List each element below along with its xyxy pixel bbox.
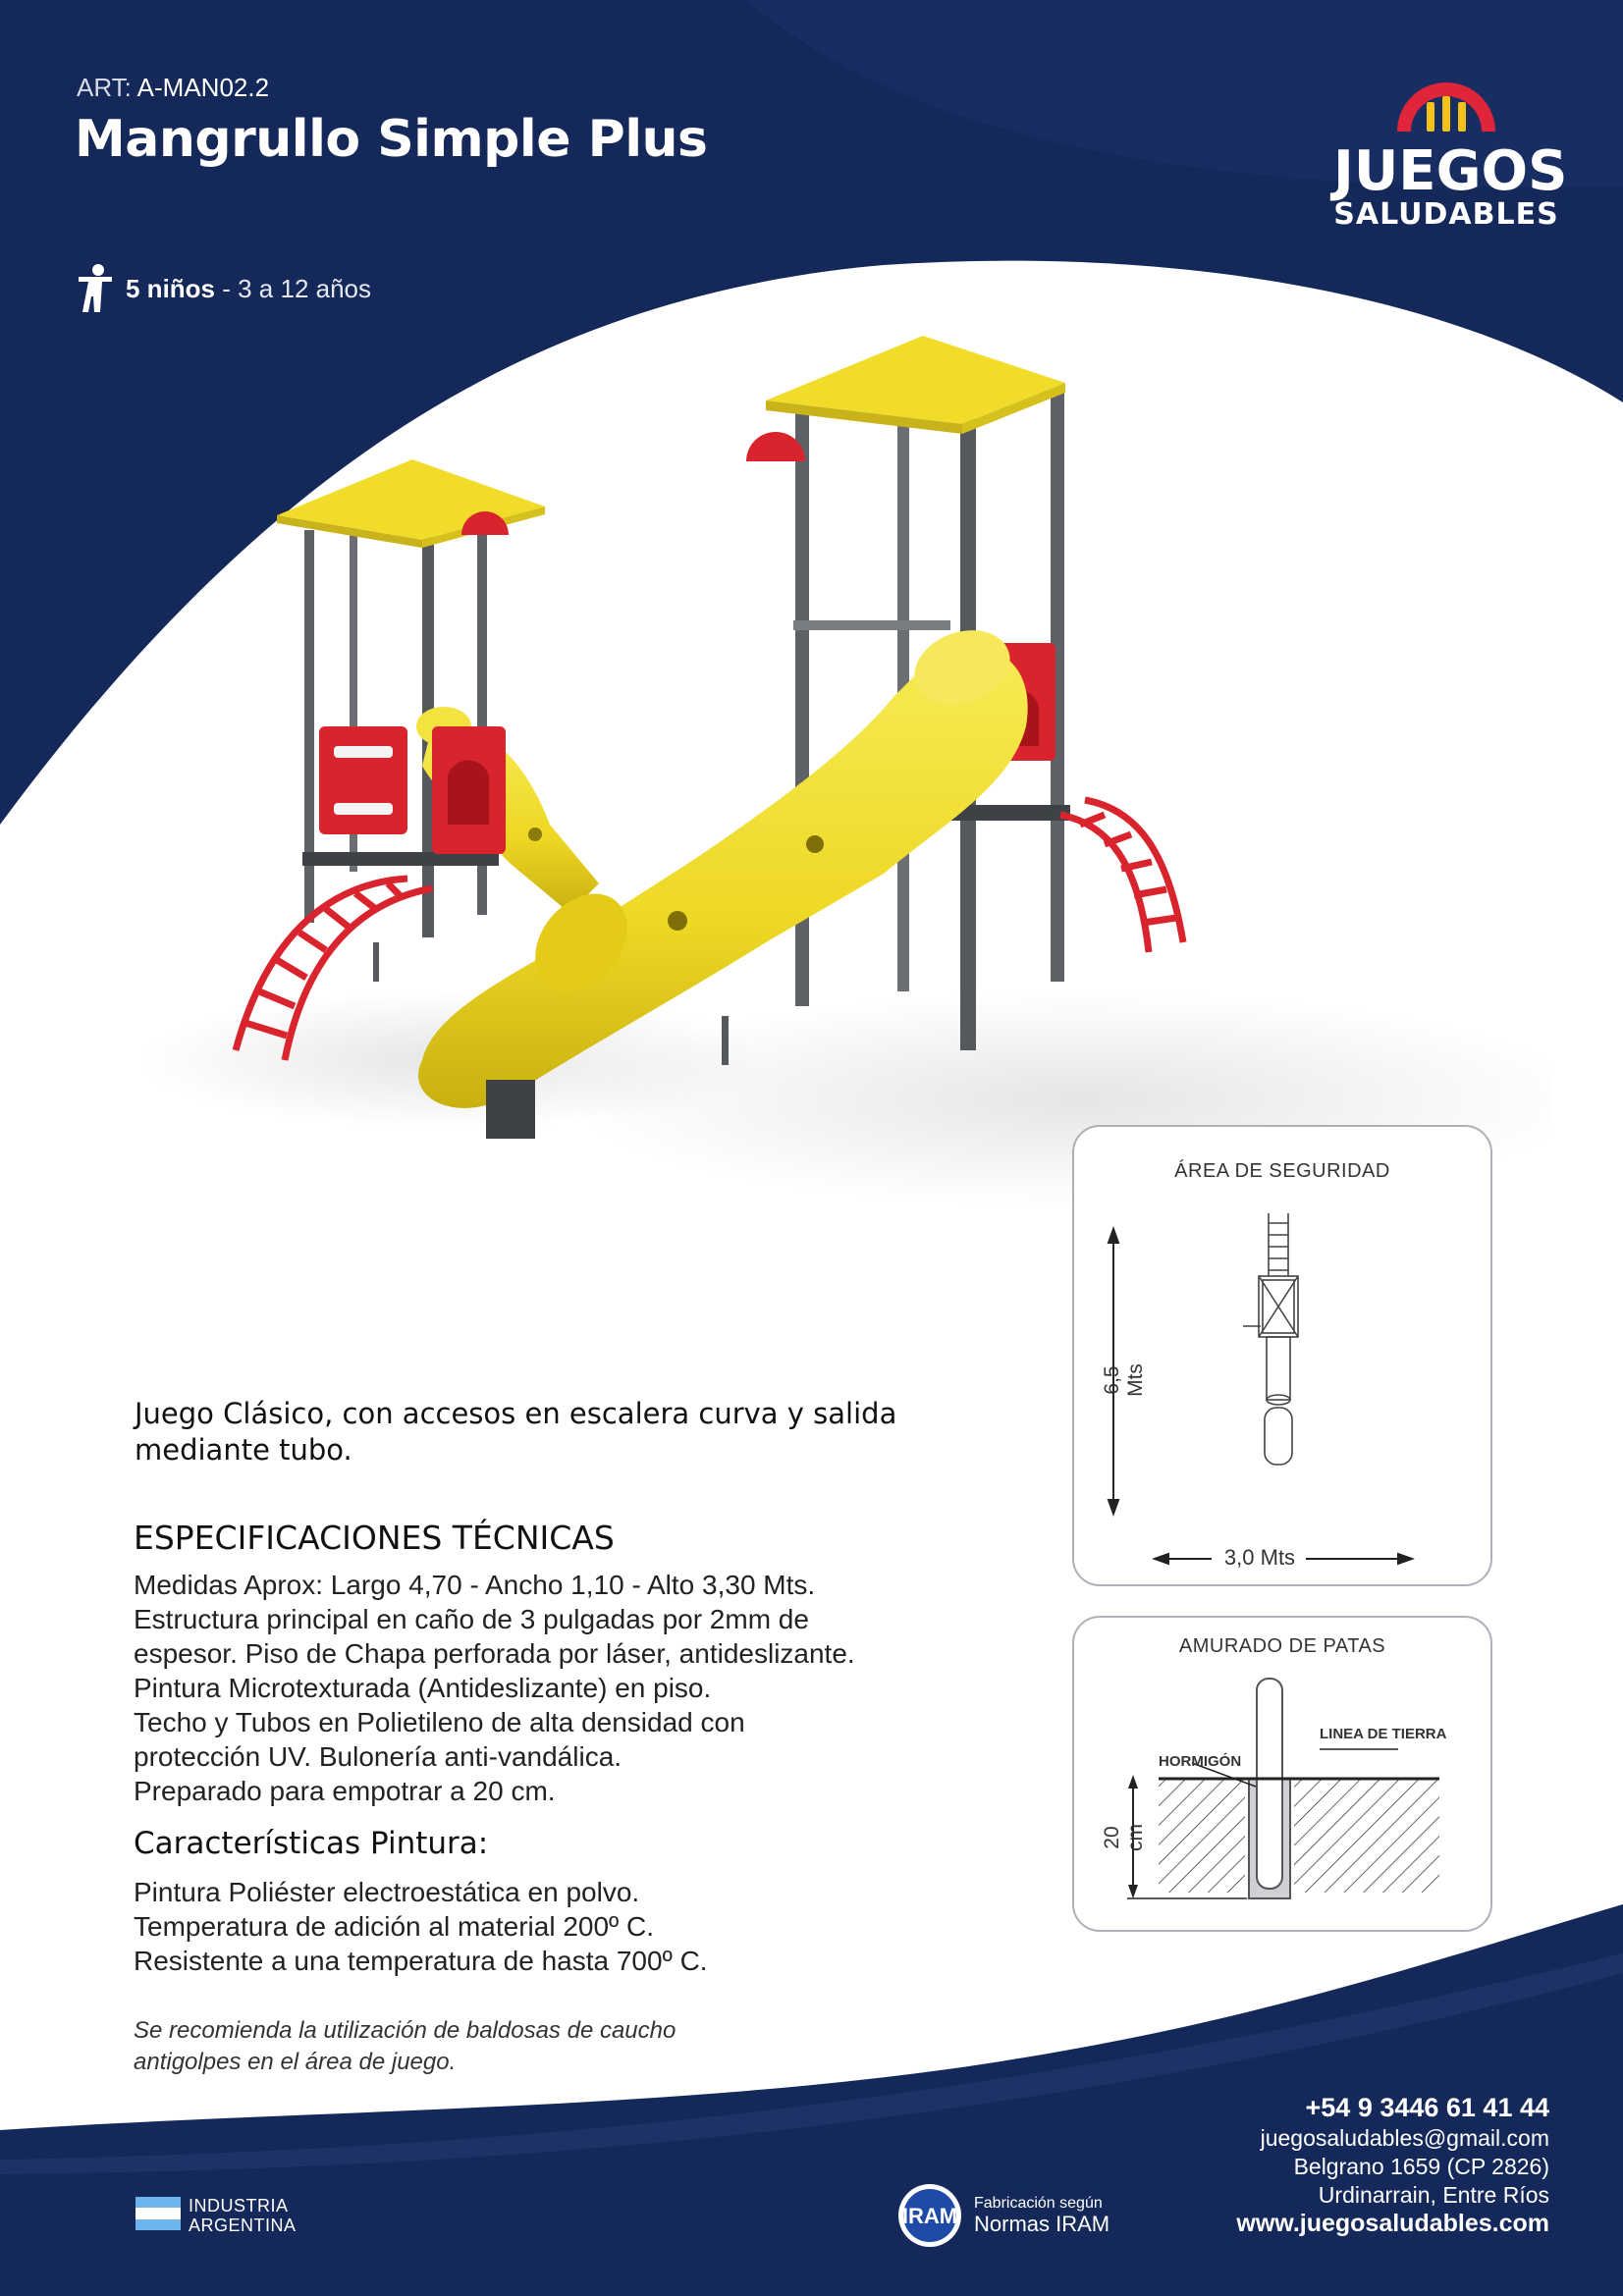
specs-title: ESPECIFICACIONES TÉCNICAS — [134, 1519, 615, 1557]
made-in-line-2: ARGENTINA — [189, 2216, 297, 2235]
specs-list — [134, 1568, 855, 1808]
kids-count: 5 niños — [126, 273, 216, 303]
iram-logo-text: IRAM — [901, 2204, 958, 2228]
product-description — [135, 1396, 949, 1468]
article-code — [77, 73, 269, 103]
note-line: antigolpes en el área de juego. — [134, 2049, 457, 2075]
anchoring-title: AMURADO DE PATAS — [1178, 1635, 1386, 1657]
city: Urdinarrain, Entre Ríos — [1318, 2182, 1549, 2208]
contact-info — [1236, 2091, 1549, 2238]
spec-line: Preparado para empotrar a 20 cm. — [134, 1776, 556, 1806]
address: Belgrano 1659 (CP 2826) — [1293, 2154, 1549, 2179]
iram-text-2: Normas IRAM — [974, 2212, 1110, 2236]
description-line: Juego Clásico, con accesos en escalera curva y salida — [135, 1397, 897, 1430]
safety-area-diagram — [1074, 1127, 1490, 1584]
made-in-line-1: INDUSTRIA — [189, 2196, 289, 2216]
capacity-info — [77, 263, 371, 314]
logo-line-1: JUEGOS — [1333, 139, 1568, 203]
description-line: mediante tubo. — [135, 1433, 352, 1467]
child-icon — [77, 263, 114, 314]
safety-width-label: 3,0 Mts — [1223, 1545, 1296, 1570]
depth-label: 20 cm — [1101, 1824, 1147, 1851]
paint-line: Resistente a una temperatura de hasta 700º C. — [134, 1946, 708, 1976]
spec-line: Techo y Tubos en Polietileno de alta densidad con — [134, 1707, 745, 1737]
note-line: Se recomienda la utilización de baldosas de caucho — [134, 2017, 676, 2044]
spec-line: Pintura Microtexturada (Antideslizante) en piso. — [134, 1673, 712, 1703]
product-title: Mangrullo Simple Plus — [75, 110, 708, 169]
big-ladder — [1060, 800, 1183, 952]
logo-line-2: SALUDABLES — [1333, 197, 1559, 232]
safety-length-label: 6,5 Mts — [1101, 1363, 1147, 1397]
article-label: ART: — [77, 73, 132, 102]
iram-text-1: Fabricación según — [974, 2195, 1103, 2212]
spec-line: espesor. Piso de Chapa perforada por láser, antideslizante. — [134, 1638, 855, 1669]
spec-line: protección UV. Bulonería anti-vandálica. — [134, 1741, 622, 1772]
small-tower — [277, 459, 545, 937]
article-number: A-MAN02.2 — [136, 73, 270, 102]
iram-certification — [895, 2181, 1109, 2250]
paint-line: Pintura Poliéster electroestática en polvo. — [134, 1877, 640, 1907]
email[interactable]: juegosaludables@gmail.com — [1260, 2125, 1549, 2151]
anchoring-diagram — [1074, 1618, 1490, 1930]
logo-arch-icon — [1387, 77, 1505, 133]
paint-title: Características Pintura: — [134, 1826, 489, 1861]
website-link[interactable]: www.juegosaludables.com — [1236, 2210, 1549, 2237]
concrete-label: HORMIGÓN — [1159, 1753, 1242, 1770]
age-range: - 3 a 12 años — [215, 273, 372, 303]
ground-line-label: LINEA DE TIERRA — [1320, 1726, 1447, 1742]
paint-line: Temperatura de adición al material 200º C. — [134, 1911, 655, 1942]
phone-number[interactable]: +54 9 3446 61 41 44 — [1305, 2093, 1549, 2122]
anchoring-box — [1072, 1616, 1492, 1932]
safety-area-box — [1072, 1125, 1492, 1586]
spec-line: Medidas Aprox: Largo 4,70 - Ancho 1,10 - Alto 3,30 Mts. — [134, 1570, 816, 1600]
brand-logo — [1333, 77, 1568, 232]
safety-area-title: ÁREA DE SEGURIDAD — [1174, 1160, 1390, 1182]
iram-logo-icon — [895, 2181, 964, 2250]
paint-list — [134, 1875, 708, 1978]
made-in-label — [189, 2196, 297, 2235]
spec-line: Estructura principal en caño de 3 pulgadas por 2mm de — [134, 1604, 809, 1634]
recommendation-note — [134, 2015, 676, 2078]
argentina-flag-icon — [135, 2197, 181, 2235]
